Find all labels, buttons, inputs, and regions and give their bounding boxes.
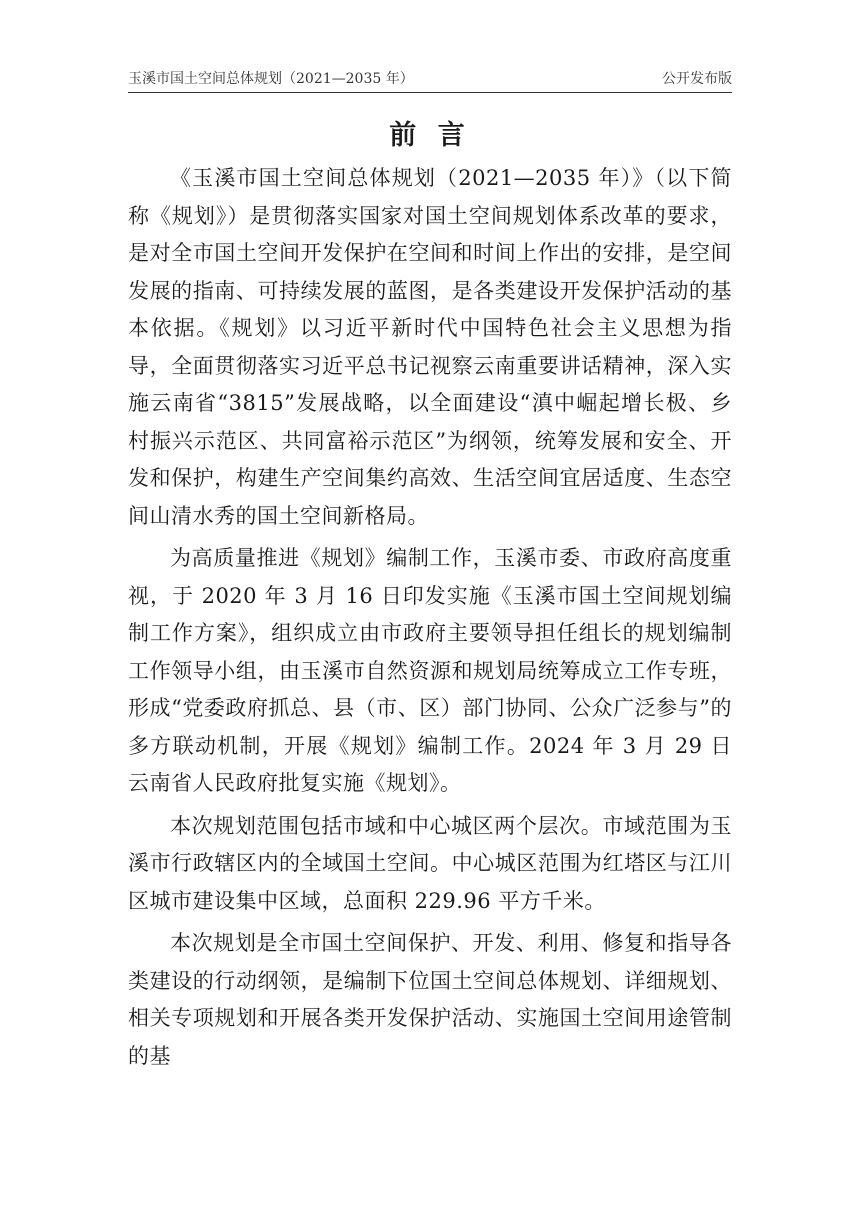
page-header [128,66,732,93]
paragraph-scope: 本次规划范围包括市域和中心城区两个层次。市域范围为玉溪市行政辖区内的全域国土空间。中心城区范围为红塔区与江川区城市建设集中区域，总面积 229.96 平方千米。 [128,813,732,913]
paragraph-role: 本次规划是全市国土空间保护、开发、利用、修复和指导各类建设的行动纲领，是编制下位国土空间总体规划、详细规划、相关专项规划和开展各类开发保护活动、实施国土空间用途管制的基 [128,931,732,1068]
paragraph-process: 为高质量推进《规划》编制工作，玉溪市委、市政府高度重视，于 2020 年 3 月 16 日印发实施《玉溪市国土空间规划编制工作方案》，组织成立由市政府主要领导担任组长的规划编制工作领导小组，由玉溪市自然资源和规划局统筹成立工作专班，形成“党委政府抓总、县（市、区）部门协同、公众广泛参与”的多方联动机制，开展《规划》编制工作。2024 年 3 月 29 日云南省人民政府批复实施《规划》。 [128,546,732,795]
header-document-title: 玉溪市国土空间总体规划（2021—2035 年） [128,71,414,87]
section-title: 前 言 [389,120,471,151]
paragraph-intro: 《玉溪市国土空间总体规划（2021—2035 年）》（以下简称《规划》）是贯彻落实国家对国土空间规划体系改革的要求，是对全市国土空间开发保护在空间和时间上作出的安排，是空间发展的指南、可持续发展的蓝图，是各类建设开发保护活动的基本依据。《规划》以习近平新时代中国特色社会主义思想为指导，全面贯彻落实习近平总书记视察云南重要讲话精神，深入实施云南省“3815”发展战略，以全面建设“滇中崛起增长极、乡村振兴示范区、共同富裕示范区”为纲领，统筹发展和安全、开发和保护，构建生产空间集约高效、生活空间宜居适度、生态空间山清水秀的国土空间新格局。 [128,166,732,528]
header-edition-label: 公开发布版 [662,71,732,87]
body-text [128,160,732,1075]
